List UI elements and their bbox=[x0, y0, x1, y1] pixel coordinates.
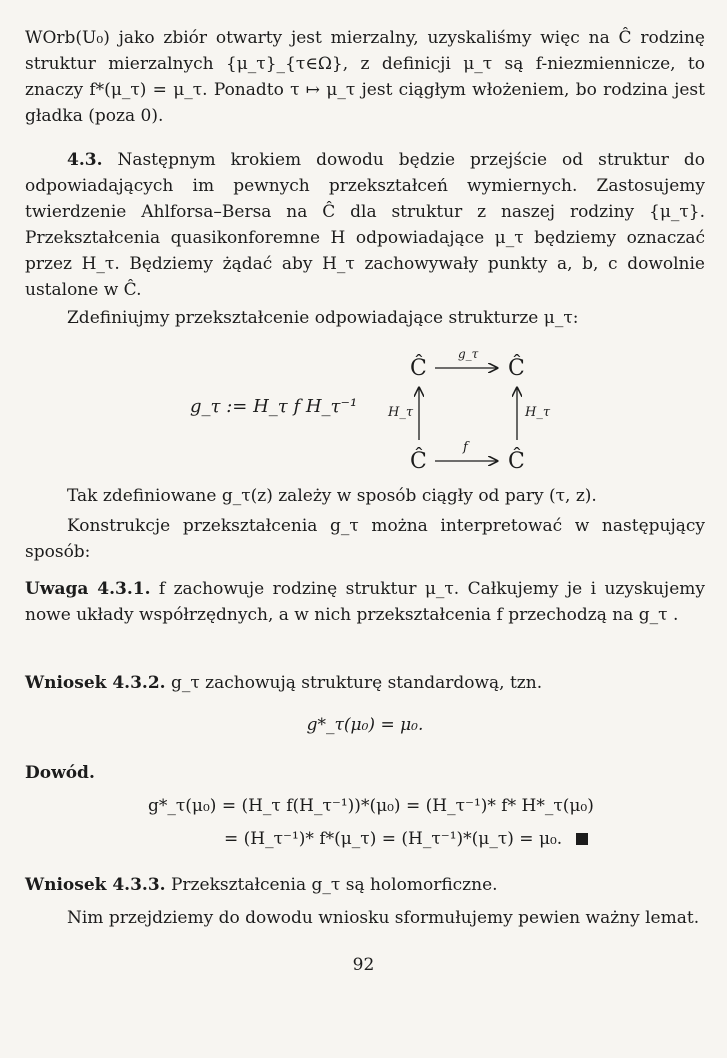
diagram-node-bottom-left: Ĉ bbox=[410, 449, 427, 474]
corollary-4-3-2 bbox=[25, 670, 705, 696]
diagram-node-top-left: Ĉ bbox=[410, 356, 427, 381]
paragraph-1: WOrb(U₀) jako zbiór otwarty jest mierzalny, uzyskaliśmy więc na Ĉ rodzinę struktur mierzalnych {μ_τ}_{τ∈Ω}, z definicji μ_τ są f-niezmiennicze, to znaczy f*(μ_τ) = μ_τ. Ponadto τ ↦ μ_τ jest ciągłym włożeniem, bo rodzina jest gładka (poza 0). bbox=[25, 28, 705, 126]
paragraph-lemma-intro: Nim przejdziemy do dowodu wniosku sformułujemy pewien ważny lemat. bbox=[67, 908, 700, 928]
corollary-4-3-3 bbox=[25, 872, 705, 898]
paragraph-definition-intro: Zdefiniujmy przekształcenie odpowiadające strukturze μ_τ: bbox=[67, 308, 579, 328]
remark-text: f zachowuje rodzinę struktur μ_τ. Całkujemy je i uzyskujemy nowe układy współrzędnych, a w nich przekształcenia f przechodzą na g_τ . bbox=[25, 579, 705, 625]
proof-equation-line-2 bbox=[224, 829, 588, 849]
page-number: 92 bbox=[352, 955, 375, 975]
right-arrow-label: H_τ bbox=[525, 405, 551, 420]
remark-label: Uwaga 4.3.1. bbox=[25, 579, 151, 599]
section-text: Następnym krokiem dowodu będzie przejście od struktur do odpowiadających im pewnych przekształceń wymiernych. Zastosujemy twierdzenie Ahlforsa–Bersa na Ĉ dla struktur z naszej rodziny {μ_τ}. Przekształcenia quasikonforemne H odpowiadające μ_τ będziemy oznaczać przez H_τ. Będziemy żądać aby H_τ zachowywały punkty a, b, c dowolnie ustalone w Ĉ. bbox=[25, 150, 705, 300]
bottom-arrow-label: f bbox=[463, 440, 468, 455]
top-arrow-label: g_τ bbox=[458, 347, 479, 361]
paragraph-interpretation: Konstrukcje przekształcenia g_τ można interpretować w następujący sposób: bbox=[25, 516, 705, 562]
proof-heading bbox=[25, 760, 705, 786]
diagram-node-top-right: Ĉ bbox=[508, 356, 525, 381]
corollary-label: Wniosek 4.3.2. bbox=[25, 673, 166, 693]
section-label: 4.3. bbox=[67, 150, 103, 170]
proof-equation-line-1: g*_τ(μ₀) = (H_τ f(H_τ⁻¹))*(μ₀) = (H_τ⁻¹)* f* H*_τ(μ₀) bbox=[148, 796, 594, 816]
qed-square-icon bbox=[576, 833, 588, 845]
corollary-2-text: Przekształcenia g_τ są holomorficzne. bbox=[165, 875, 498, 895]
left-arrow-label: H_τ bbox=[388, 405, 414, 420]
diagram-definition: g_τ := H_τ f H_τ⁻¹ bbox=[190, 396, 358, 417]
proof-equation-line-2-text: = (H_τ⁻¹)* f*(μ_τ) = (H_τ⁻¹)*(μ_τ) = μ₀. bbox=[224, 829, 563, 849]
proof-label: Dowód. bbox=[25, 763, 95, 783]
remark-4-3-1 bbox=[25, 576, 705, 628]
corollary-2-label: Wniosek 4.3.3. bbox=[25, 875, 166, 895]
paragraph-continuity: Tak zdefiniowane g_τ(z) zależy w sposób ciągły od pary (τ, z). bbox=[67, 486, 597, 506]
diagram-node-bottom-right: Ĉ bbox=[508, 449, 525, 474]
corollary-text: g_τ zachowują strukturę standardową, tzn. bbox=[165, 673, 543, 693]
corollary-equation: g*_τ(μ₀) = μ₀. bbox=[306, 715, 424, 735]
paragraph-4-3 bbox=[25, 147, 705, 303]
